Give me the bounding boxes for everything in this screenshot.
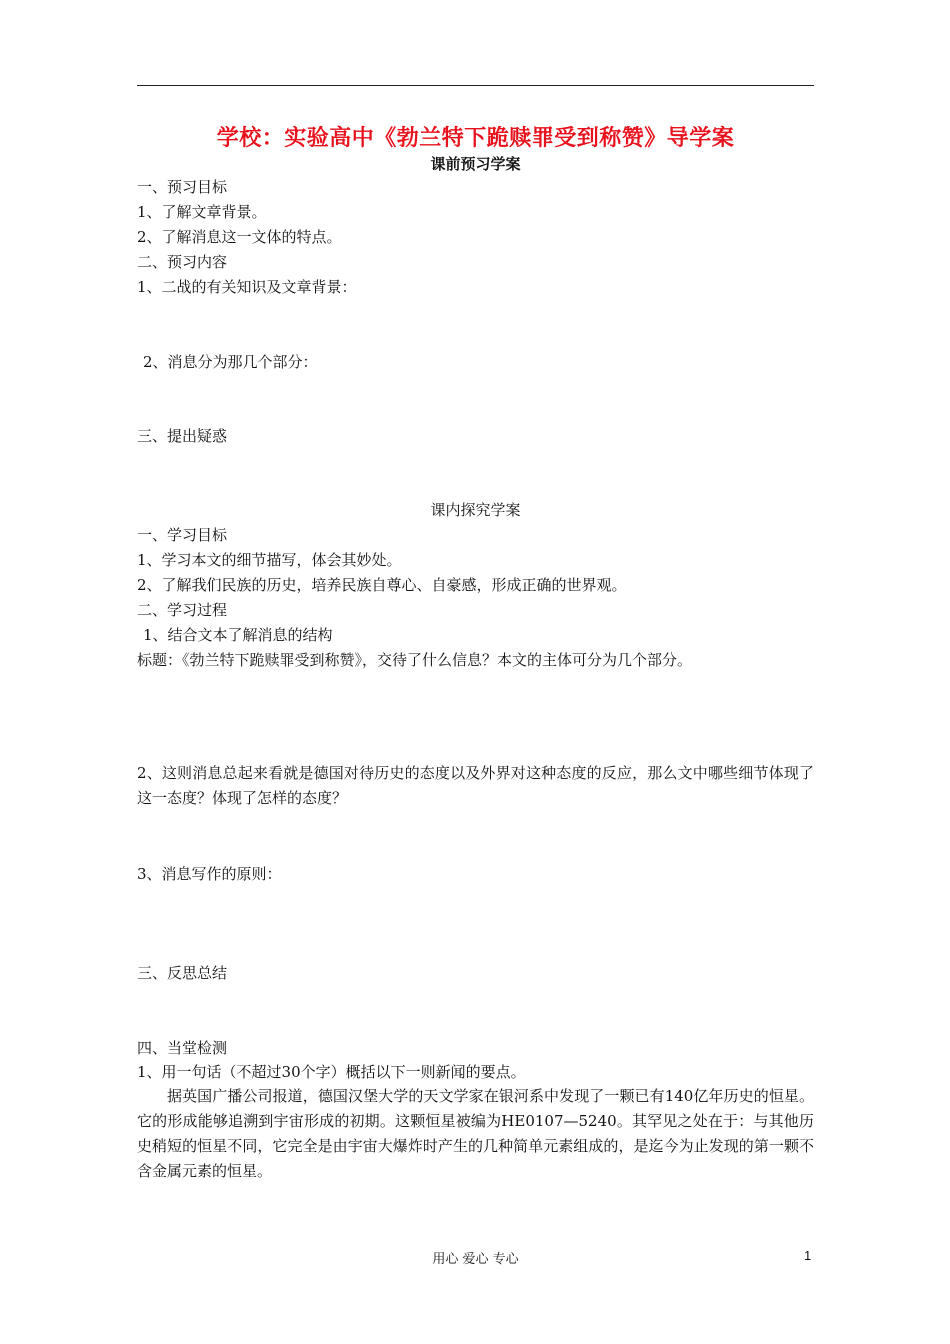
preview-content-heading: 二、预习内容 <box>137 253 228 271</box>
explore-goal-2: 2、了解我们民族的历史，培养民族自尊心、自豪感，形成正确的世界观。 <box>137 576 627 594</box>
explore-process-2: 2、这则消息总起来看就是德国对待历史的态度以及外界对这种态度的反应，那么文中哪些细节体现了这一态度？体现了怎样的态度？ <box>137 764 814 807</box>
preview-content-2: 2、消息分为那几个部分： <box>143 353 318 371</box>
section-title-explore: 课内探究学案 <box>430 501 521 519</box>
preview-content-1: 1、二战的有关知识及文章背景： <box>137 278 357 296</box>
explore-test-1: 1、用一句话（不超过30个字）概括以下一则新闻的要点。 <box>137 1063 526 1081</box>
section-title-preview: 课前预习学案 <box>430 155 521 173</box>
preview-goal-1: 1、了解文章背景。 <box>137 203 267 221</box>
explore-process-3: 3、消息写作的原则： <box>137 865 282 883</box>
document-title: 学校：实验高中《勃兰特下跪赎罪受到称赞》导学案 <box>216 125 735 151</box>
explore-title-question: 标题：《勃兰特下跪赎罪受到称赞》，交待了什么信息？本文的主体可分为几个部分。 <box>137 651 693 669</box>
preview-goal-heading: 一、预习目标 <box>137 178 228 196</box>
page-number: 1 <box>804 1248 812 1263</box>
explore-reflect-heading: 三、反思总结 <box>137 964 228 982</box>
explore-goal-1: 1、学习本文的细节描写，体会其妙处。 <box>137 551 402 569</box>
explore-goal-heading: 一、学习目标 <box>137 526 228 544</box>
explore-process-1: 1、结合文本了解消息的结构 <box>143 626 333 644</box>
footer-motto: 用心 爱心 专心 <box>432 1252 519 1267</box>
header-rule <box>137 85 814 86</box>
preview-questions-heading: 三、提出疑惑 <box>137 427 228 445</box>
news-paragraph: 据英国广播公司报道，德国汉堡大学的天文学家在银河系中发现了一颗已有140亿年历史的恒星。它的形成能够追溯到宇宙形成的初期。这颗恒星被编为HE0107—5240。其罕见之处在于：与其他历史稍短的恒星不同，它完全是由宇宙大爆炸时产生的几种简单元素组成的，是迄今为止发现的第一颗不含金属元素的恒星。 <box>137 1087 814 1180</box>
preview-goal-2: 2、了解消息这一文体的特点。 <box>137 228 342 246</box>
explore-test-heading: 四、当堂检测 <box>137 1039 228 1057</box>
explore-process-heading: 二、学习过程 <box>137 601 228 619</box>
